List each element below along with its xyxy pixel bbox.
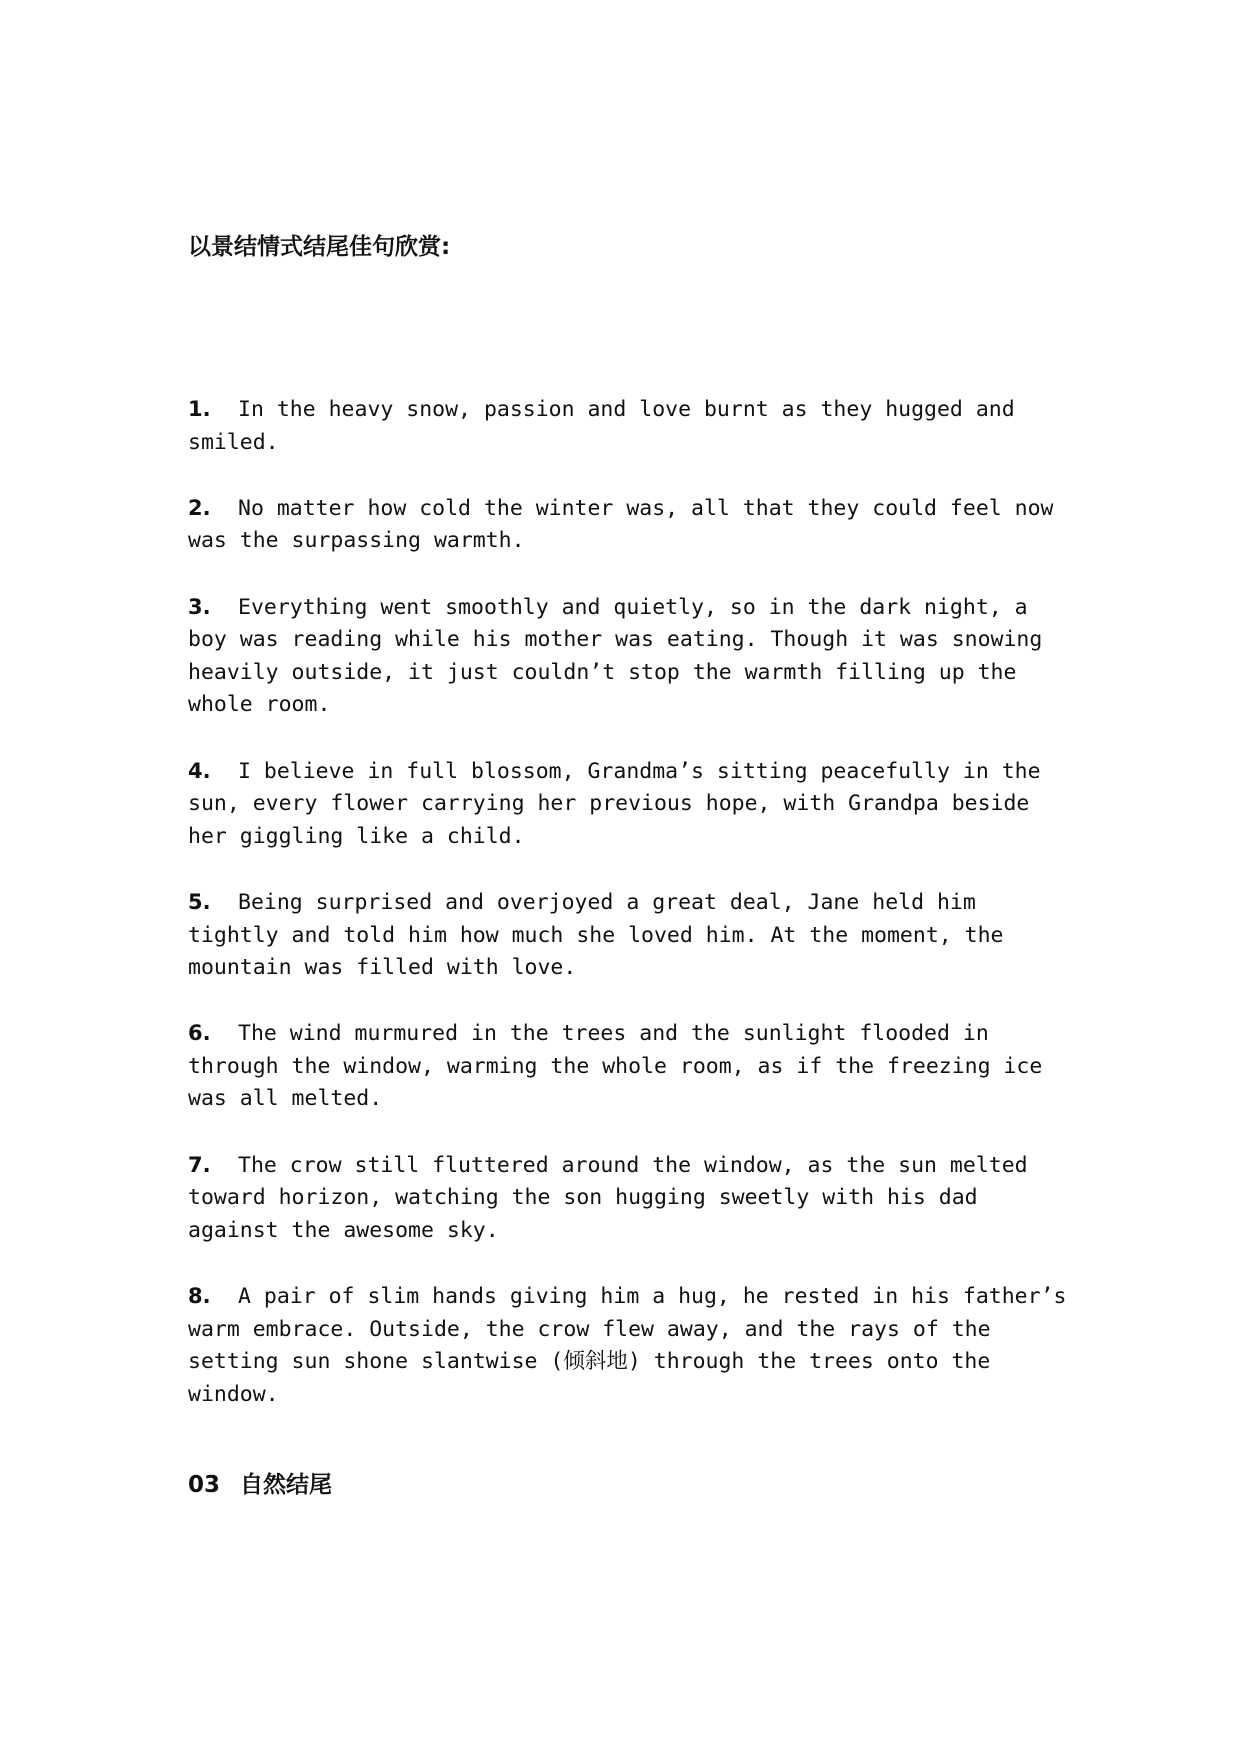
item-text: The crow still fluttered around the window, as the sun melted toward horizon, watching the son hugging sweetly with his dad against the awesome sky.: [188, 1152, 1028, 1243]
item-number: 1.: [188, 397, 211, 421]
item-text: I believe in full blossom, Grandma’s sitting peacefully in the sun, every flower carrying her previous hope, with Grandpa beside her giggling like a child.: [188, 758, 1041, 849]
section-heading-natural-ending: [188, 1466, 332, 1499]
list-item: [188, 1017, 1068, 1116]
list-item: [188, 591, 1068, 722]
item-text: A pair of slim hands giving him a hug, he rested in his father’s warm embrace. Outside, the crow flew away, and the rays of the setting sun shone slantwise (倾斜地) through the trees onto the window.: [188, 1284, 1067, 1407]
item-number: 7.: [188, 1152, 211, 1177]
item-number: 3.: [188, 594, 211, 619]
list-item: [188, 1149, 1068, 1248]
item-number: 4.: [188, 758, 211, 783]
item-text: The wind murmured in the trees and the sunlight flooded in through the window, warming the whole room, as if the freezing ice was all melted.: [188, 1021, 1043, 1112]
section-title: 自然结尾: [240, 1472, 332, 1498]
item-number: 6.: [188, 1021, 211, 1046]
list-item: [188, 1280, 1068, 1411]
item-number: 8.: [188, 1284, 211, 1309]
item-text: In the heavy snow, passion and love burnt as they hugged and smiled.: [188, 397, 1015, 455]
item-text: Everything went smoothly and quietly, so in the dark night, a boy was reading while his mother was eating. Though it was snowing heavily outside, it just couldn’t stop the warmth filling up the whole room.: [188, 594, 1043, 718]
list-item: [188, 393, 1068, 459]
item-number: 5.: [188, 889, 211, 914]
section-number: 03: [188, 1472, 221, 1498]
list-item: [188, 492, 1068, 558]
item-text: Being surprised and overjoyed a great deal, Jane held him tightly and told him how much she loved him. At the moment, the mountain was filled with love.: [188, 889, 1004, 981]
item-number: 2.: [188, 495, 211, 520]
list-item: [188, 886, 1068, 985]
item-text: No matter how cold the winter was, all that they could feel now was the surpassing warmth.: [188, 495, 1054, 554]
section-heading-ending-sentences: 以景结情式结尾佳句欣赏:: [188, 234, 451, 260]
example-sentence-list: [188, 393, 1068, 1444]
list-item: [188, 755, 1068, 854]
